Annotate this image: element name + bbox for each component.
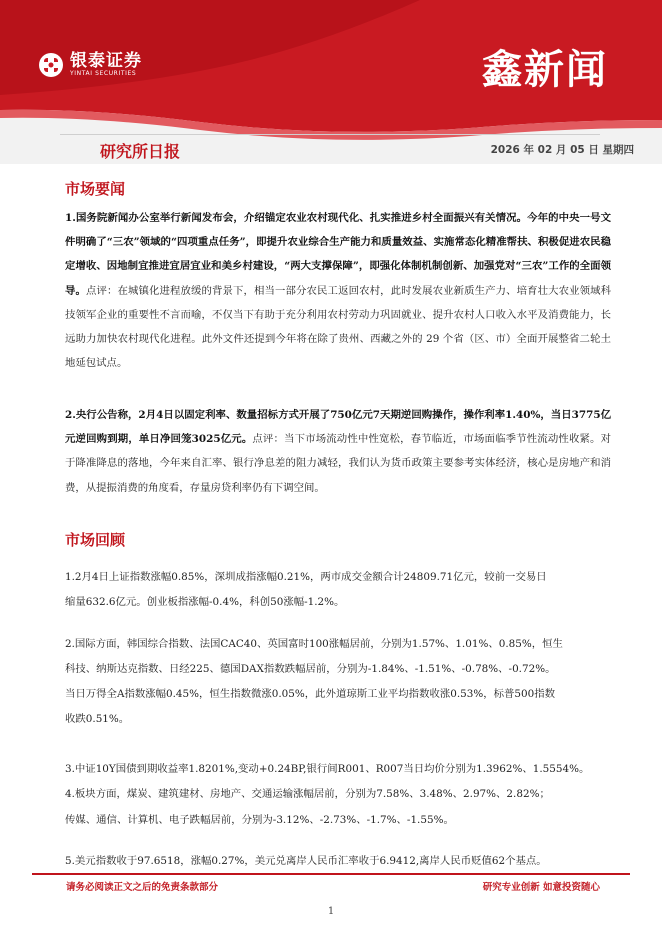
footer-divider <box>32 873 630 875</box>
news-item-2 <box>65 403 611 500</box>
review-item-2-line-4: 收跌0.51%。 <box>65 713 130 725</box>
news-item-1-headline: 1.国务院新闻办公室举行新闻发布会，介绍锚定农业农村现代化、扎实推进乡村全面振兴有关情况。今年的中央一号文件明确了“三农”领域的“四项重点任务”，即提升农业综合生产能力和质量效益、实施常态化精准帮扶、积极促进农民稳定增收、因地制宜推进宜居宜业和美乡村建设，“两大支撑保障”，即强化体制机制创新、加强党对“三农”工作的全面领导。 <box>65 212 611 297</box>
review-item-2-line-2: 科技、纳斯达克指数、日经225、德国DAX指数跌幅居前，分别为-1.84%、-1.51%、-0.78%、-0.72%。 <box>65 663 556 675</box>
section-title-market-news: 市场要闻 <box>65 180 126 198</box>
news-item-1 <box>65 206 611 375</box>
yintai-logo-icon <box>38 52 64 78</box>
review-item-5: 5.美元指数收于97.6518，涨幅0.27%，美元兑离岸人民币汇率收于6.9412,离岸人民币贬值62个基点。 <box>65 855 547 867</box>
review-item-1-line-2: 缩量632.6亿元。创业板指涨幅-0.4%，科创50涨幅-1.2%。 <box>65 596 345 608</box>
brand-name-en: YINTAI SECURITIES <box>70 70 137 77</box>
review-item-4-line-2: 传媒、通信、计算机、电子跌幅居前，分别为-3.12%、-2.73%、-1.7%、-1.55%。 <box>65 814 454 826</box>
section-title-market-review: 市场回顾 <box>65 531 126 549</box>
review-item-4-line-1: 4.板块方面，煤炭、建筑建材、房地产、交通运输涨幅居前，分别为7.58%、3.48%、2.97%、2.82%； <box>65 788 550 800</box>
review-item-2-line-3: 当日万得全A指数涨幅0.45%，恒生指数微涨0.05%，此外道琼斯工业平均指数收涨0.53%，标普500指数 <box>65 688 556 700</box>
page-number: 1 <box>327 906 335 917</box>
review-item-3: 3.中证10Y国债到期收益率1.8201%,变动+0.24BP,银行间R001、R007当日均价分别为1.3962%、1.5554%。 <box>65 763 590 775</box>
footer-slogan: 研究专业创新 如意投资随心 <box>482 882 600 893</box>
news-item-1-comment: 点评：在城镇化进程放缓的背景下，相当一部分农民工返回农村，此时发展农业新质生产力、培育壮大农业领域科技领军企业的重要性不言而喻，不仅当下有助于充分利用农村劳动力巩固就业、提升农村人口收入水平及消费能力，长远助力加快农村现代化进程。此外文件还提到今年将在除了贵州、西藏之外的 29 个省（区、市）全面开展整省二轮土地延包试点。 <box>65 284 612 370</box>
news-item-2-comment: 点评：当下市场流动性中性宽松，春节临近，市场面临季节性流动性收紧。对于降准降息的落地，今年来自汇率、银行净息差的阻力减轻，我们认为货币政策主要参考实体经济，核心是房地产和消费，从提振消费的角度看，存量房贷利率仍有下调空间。 <box>65 433 611 494</box>
brand-name-cn: 银泰证券 <box>70 51 142 71</box>
review-item-2-line-1: 2.国际方面，韩国综合指数、法国CAC40、英国富时100涨幅居前，分别为1.57%、1.01%、0.85%，恒生 <box>65 638 563 650</box>
report-type: 研究所日报 <box>100 142 181 161</box>
report-date: 2026 年 02 月 05 日 星期四 <box>490 144 634 156</box>
company-logo <box>38 52 142 78</box>
masthead-title: 鑫新闻 <box>482 47 608 93</box>
news-item-2-headline: 2.央行公告称，2月4日以固定利率、数量招标方式开展了750亿元7天期逆回购操作，操作利率1.40%，当日3775亿元逆回购到期，单日净回笼3025亿元。 <box>65 409 611 446</box>
header-banner <box>0 0 662 164</box>
footer-disclaimer: 请务必阅读正文之后的免责条款部分 <box>66 882 219 893</box>
review-item-1-line-1: 1.2月4日上证指数涨幅0.85%，深圳成指涨幅0.21%，两市成交金额合计24809.71亿元，较前一交易日 <box>65 571 547 583</box>
